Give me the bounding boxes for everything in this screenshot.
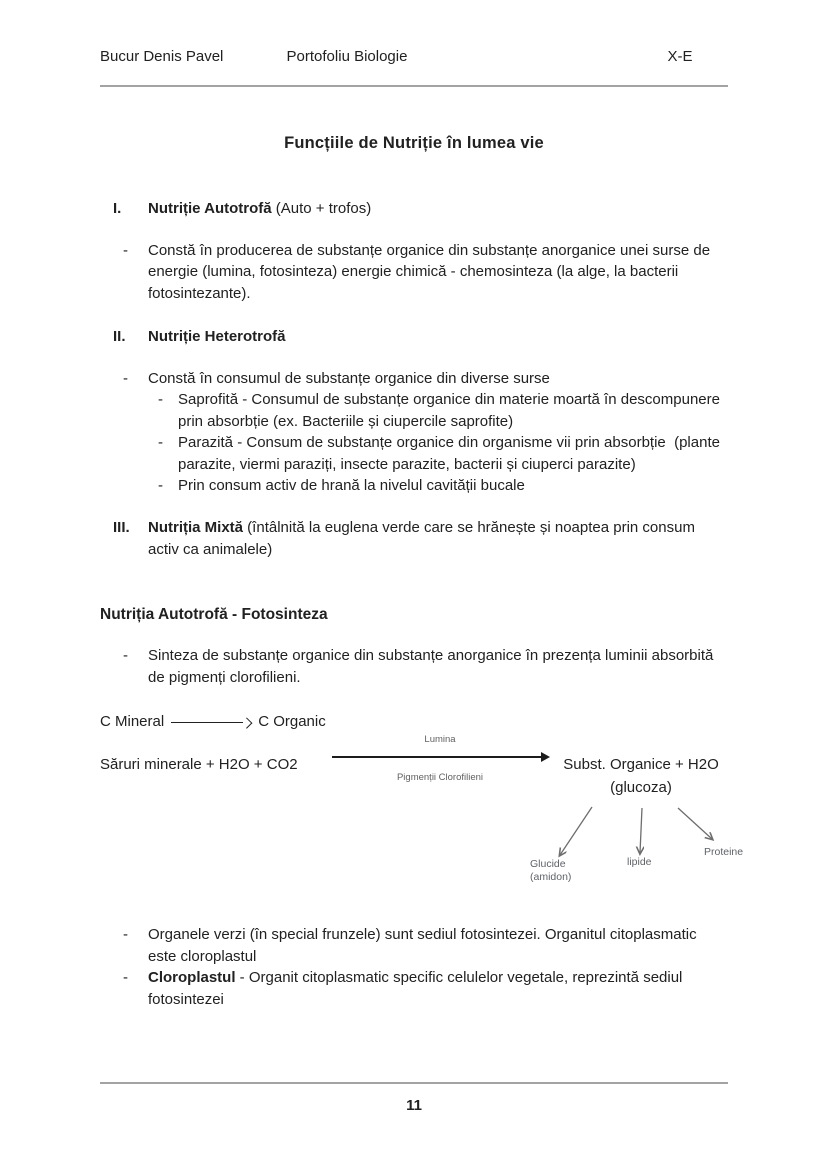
bullet-text: Sinteza de substanțe organice din substanțe anorganice în prezența luminii absorbită de pigmenți clorofilieni.	[148, 647, 718, 686]
bullet-text: Saprofită - Consumul de substanțe organice din materie moartă în descompunere prin absorbție (ex. Bacteriile și ciupercile saprofite)	[178, 391, 725, 430]
bullet-dash: -	[158, 477, 163, 494]
arrow-top-label: Lumina	[424, 734, 456, 745]
derivative-label-glucide: Glucide (amidon)	[530, 858, 572, 883]
outline-item-mixta	[0, 517, 828, 560]
page-title: Funcțiile de Nutriție în lumea vie	[284, 134, 544, 152]
header-doc-title: Portofoliu Biologie	[286, 48, 408, 65]
header-author: Bucur Denis Pavel	[100, 48, 224, 65]
section-heading-fotosinteza: Nutriția Autotrofă - Fotosinteza	[100, 605, 328, 623]
outline-text: Nutriție Heterotrofă	[148, 327, 286, 345]
bullet-dash: -	[123, 369, 128, 387]
mineral-right-label: C Organic	[258, 713, 326, 730]
bullet-text: Constă în consumul de substanțe organice din diverse surse	[148, 369, 550, 387]
bullet-dash: -	[123, 969, 128, 986]
sub-bullet-consum-activ	[0, 475, 828, 497]
bullet-autotrofa	[0, 240, 828, 305]
reaction-products	[556, 754, 726, 799]
right-arrow-icon	[171, 717, 251, 728]
footer-divider	[100, 1082, 728, 1084]
bullet-text: Parazită - Consum de substanțe organice din organisme vii prin absorbție (plante parazite, viermi paraziți, insecte parazite, bacterii și ciuperci parazite)	[178, 434, 725, 473]
outline-numeral: II.	[113, 327, 126, 345]
bullet-heterotrofa	[0, 368, 828, 390]
derivative-label-lipide: lipide	[627, 856, 652, 868]
outline-text: Nutriție Autotrofă (Auto + trofos)	[148, 200, 372, 217]
bullet-dash: -	[123, 926, 128, 943]
sub-bullet-saprofita	[0, 389, 828, 432]
products-line1: Subst. Organice + H2O	[563, 756, 719, 773]
header-divider	[100, 85, 728, 87]
bullet-text: Organele verzi (în special frunzele) sunt sediul fotosintezei. Organitul citoplasmatic este cloroplastul	[148, 926, 701, 965]
bullet-dash: -	[158, 391, 163, 408]
outline-item-heterotrofa	[0, 326, 828, 348]
bullet-dash: -	[123, 241, 128, 259]
bullet-text: Prin consum activ de hrană la nivelul cavității bucale	[178, 477, 525, 494]
outline-item-autotrofa	[0, 198, 828, 220]
arrow-bottom-label: Pigmenții Clorofilieni	[396, 772, 484, 783]
sub-bullet-parazita	[0, 432, 828, 475]
outline-numeral: III.	[113, 519, 130, 536]
reaction-arrow-icon	[332, 756, 542, 758]
mineral-conversion-line	[100, 711, 326, 733]
bullet-fotosinteza	[0, 645, 828, 688]
page-header	[0, 0, 828, 66]
note-organele-verzi	[0, 924, 828, 967]
note-cloroplastul	[0, 967, 828, 1010]
header-class: X-E	[667, 48, 693, 65]
reaction-reagents: Săruri minerale + H2O + CO2	[100, 756, 298, 773]
bullet-text: Constă în producerea de substanțe organice din substanțe anorganice unei surse de energie (lumina, fotosinteza) energie chimică - chemosinteza (la alge, la bacterii fotosintezante).	[148, 241, 715, 302]
bullet-text: Cloroplastul - Organit citoplasmatic specific celulelor vegetale, reprezintă sediul fotosintezei	[148, 969, 687, 1008]
derivative-label-proteine: Proteine	[704, 846, 744, 858]
bullet-dash: -	[123, 647, 128, 664]
products-line2: (glucoza)	[610, 778, 672, 796]
page-number: 11	[406, 1097, 422, 1114]
outline-numeral: I.	[113, 200, 122, 217]
mineral-left-label: C Mineral	[100, 713, 165, 730]
outline-text: Nutriția Mixtă (întâlnită la euglena verde care se hrănește și noaptea prin consum activ ca animalele)	[148, 519, 700, 558]
notes-section	[0, 924, 828, 1010]
bullet-dash: -	[158, 434, 163, 451]
photosynthesis-diagram	[0, 704, 828, 904]
